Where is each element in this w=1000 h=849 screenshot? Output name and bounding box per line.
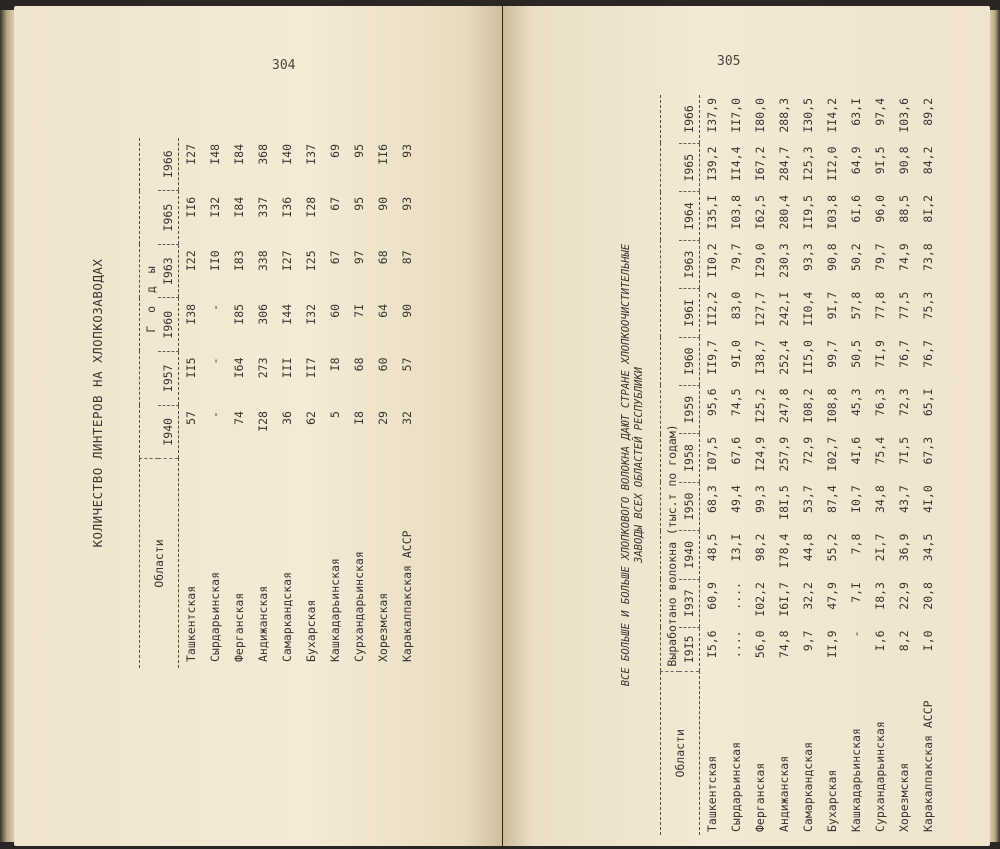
value-cell: 73,8 <box>921 243 935 271</box>
value-cell: I38,7 <box>753 340 767 375</box>
value-cell: 90,8 <box>825 243 839 271</box>
value-cell: - <box>849 630 863 638</box>
value-cell: I84 <box>232 196 246 218</box>
region-name: Каракалпакская АССР <box>921 700 935 832</box>
value-cell: II5 <box>184 357 198 379</box>
value-cell: I25 <box>304 250 318 272</box>
value-cell: I30,5 <box>801 98 815 133</box>
value-cell: 76,3 <box>873 388 887 417</box>
value-cell: I48 <box>208 144 222 165</box>
value-cell: 74,9 <box>897 243 911 271</box>
table-row <box>275 138 299 668</box>
value-cell: 65,I <box>921 388 935 417</box>
year-header: I957 <box>158 351 179 405</box>
value-cell: .... <box>729 630 743 659</box>
value-cell: I25,2 <box>753 388 767 424</box>
value-cell: 4I,0 <box>921 485 935 513</box>
value-cell: 67 <box>328 196 342 211</box>
value-cell: I03,8 <box>729 194 743 230</box>
value-cell: I80,0 <box>753 98 767 133</box>
value-cell: I6I,7 <box>777 582 791 617</box>
value-cell: 247,8 <box>777 388 791 424</box>
value-cell: II4,4 <box>729 146 743 182</box>
value-cell: 72,9 <box>801 436 815 465</box>
value-cell: I36 <box>280 196 294 218</box>
table-title-line1: ВСЕ БОЛЬШЕ И БОЛЬШЕ ХЛОПКОВОГО ВОЛОКНА ДАЮТ СТРАНЕ ХЛОПКООЧИСТИТЕЛЬНЫЕ <box>620 243 632 687</box>
value-cell: 6I,6 <box>849 194 863 223</box>
value-cell: 284,7 <box>777 146 791 182</box>
value-cell: 62 <box>304 411 318 425</box>
value-cell: 63,I <box>849 98 863 126</box>
value-cell: 75,3 <box>921 291 935 320</box>
year-header: I964 <box>679 192 700 240</box>
table-row <box>820 95 844 835</box>
value-cell: 67 <box>328 250 342 265</box>
year-header: I940 <box>679 531 700 579</box>
value-cell: 9I,5 <box>873 146 887 175</box>
value-cell: 53,7 <box>801 485 815 513</box>
value-cell: 45,3 <box>849 388 863 417</box>
year-header: I9I5 <box>679 627 700 671</box>
value-cell: 32 <box>400 411 414 425</box>
value-cell: I32 <box>208 196 222 218</box>
table-row <box>916 95 940 835</box>
value-cell: 280,4 <box>777 194 791 230</box>
value-cell: I3,I <box>729 533 743 562</box>
table-row <box>179 138 204 668</box>
table-row <box>347 138 371 668</box>
value-cell: I8 <box>352 411 366 425</box>
value-cell: I02,7 <box>825 436 839 472</box>
region-name: Кашкадарьинская <box>849 728 863 832</box>
value-cell: 98,2 <box>753 533 767 562</box>
region-name: Самаркандская <box>801 741 815 832</box>
value-cell: I03,8 <box>825 194 839 230</box>
value-cell: - <box>208 357 222 365</box>
value-cell: I,0 <box>921 630 935 652</box>
value-cell: I37 <box>304 144 318 165</box>
region-name: Каракалпакская АССР <box>400 530 414 662</box>
table-row <box>892 95 916 835</box>
region-name: Бухарская <box>825 769 839 832</box>
value-cell: I22 <box>184 250 198 272</box>
region-name: Сырдарьинская <box>208 571 222 662</box>
page-number: 305 <box>717 54 741 69</box>
value-cell: I07,5 <box>705 436 719 472</box>
table-row <box>227 138 251 668</box>
value-cell: 60 <box>328 303 342 318</box>
value-cell: I40 <box>280 144 294 165</box>
value-cell: 76,7 <box>921 340 935 368</box>
value-cell: I8 <box>328 357 342 372</box>
value-cell: I35,I <box>705 194 719 230</box>
value-cell: I24,9 <box>753 436 767 472</box>
value-cell: I62,5 <box>753 194 767 230</box>
table-row <box>251 138 275 668</box>
value-cell: I0,7 <box>849 485 863 513</box>
value-cell: I27,7 <box>753 291 767 327</box>
region-name: Ташкентская <box>705 755 719 832</box>
value-cell: I27 <box>280 250 294 272</box>
value-cell: 7I <box>352 303 366 318</box>
table-row <box>724 95 748 835</box>
value-cell: I27 <box>184 144 198 165</box>
table-row <box>748 95 772 835</box>
value-cell: 57,8 <box>849 291 863 320</box>
value-cell: I25,3 <box>801 146 815 182</box>
value-cell: 74 <box>232 411 246 425</box>
value-cell: 9I,0 <box>729 340 743 368</box>
value-cell: 83,0 <box>729 291 743 320</box>
value-cell: I37,9 <box>705 98 719 133</box>
value-cell: 74,8 <box>777 630 791 659</box>
table-row <box>371 138 395 668</box>
value-cell: 4I,6 <box>849 436 863 465</box>
value-cell: I03,6 <box>897 98 911 133</box>
value-cell: II,9 <box>825 630 839 659</box>
value-cell: II5,0 <box>801 340 815 375</box>
region-name: Сырдарьинская <box>729 741 743 832</box>
value-cell: 56,0 <box>753 630 767 659</box>
year-header: I958 <box>679 434 700 482</box>
region-name: Хорезмская <box>897 762 911 832</box>
table-row <box>203 138 227 668</box>
value-cell: I28 <box>256 411 270 432</box>
value-cell: 90 <box>376 196 390 211</box>
col-group-header: Г о д ы <box>140 138 159 459</box>
value-cell: I29,0 <box>753 243 767 278</box>
region-name: Андижанская <box>777 755 791 832</box>
value-cell: 242,I <box>777 291 791 327</box>
value-cell: II4,2 <box>825 98 839 133</box>
fiber-table-block <box>620 95 1000 835</box>
value-cell: I84 <box>232 144 246 165</box>
year-header: I960 <box>679 337 700 385</box>
value-cell: 9,7 <box>801 630 815 652</box>
value-cell: 36,9 <box>897 533 911 562</box>
value-cell: II9,5 <box>801 194 815 230</box>
table-row <box>395 138 419 668</box>
value-cell: 64 <box>376 303 390 318</box>
value-cell: 60 <box>376 357 390 372</box>
value-cell: 47,9 <box>825 582 839 610</box>
value-cell: 77,8 <box>873 291 887 320</box>
value-cell: 50,5 <box>849 340 863 368</box>
fiber-table <box>660 95 940 835</box>
value-cell: 67,3 <box>921 436 935 465</box>
value-cell: I85 <box>232 303 246 325</box>
value-cell: 44,8 <box>801 533 815 562</box>
year-header: I937 <box>679 579 700 627</box>
value-cell: 57 <box>400 357 414 372</box>
value-cell: 68 <box>352 357 366 372</box>
value-cell: 90,8 <box>897 146 911 175</box>
col-header-region: Области <box>661 671 700 835</box>
value-cell: 95,6 <box>705 388 719 417</box>
value-cell: 68 <box>376 250 390 265</box>
value-cell: 74,5 <box>729 388 743 417</box>
value-cell: 79,7 <box>729 243 743 271</box>
table-row <box>323 138 347 668</box>
table-title: КОЛИЧЕСТВО ЛИНТЕРОВ НА ХЛОПКОЗАВОДАХ <box>90 258 105 548</box>
book-edge-left <box>0 10 14 842</box>
value-cell: II7 <box>304 357 318 379</box>
value-cell: 20,8 <box>921 582 935 610</box>
value-cell: 87,4 <box>825 485 839 513</box>
year-header: I96I <box>679 289 700 337</box>
year-header: I960 <box>158 298 179 352</box>
value-cell: I83 <box>232 250 246 272</box>
year-header: I965 <box>679 144 700 192</box>
col-group-header: Выработано волокна (тыс.т по годам) <box>661 95 680 671</box>
table-row <box>796 95 820 835</box>
value-cell: I44 <box>280 303 294 325</box>
value-cell: 32,2 <box>801 582 815 610</box>
value-cell: II9,7 <box>705 340 719 375</box>
value-cell: II0 <box>208 250 222 272</box>
region-name: Бухарская <box>304 599 318 662</box>
value-cell: 99,3 <box>753 485 767 513</box>
value-cell: 95 <box>352 196 366 211</box>
value-cell: 57 <box>184 411 198 425</box>
value-cell: 79,7 <box>873 243 887 271</box>
col-header-region: Области <box>140 459 179 668</box>
value-cell: 22,9 <box>897 582 911 610</box>
value-cell: 64,9 <box>849 146 863 175</box>
value-cell: 93 <box>400 144 414 158</box>
value-cell: 68,3 <box>705 485 719 513</box>
value-cell: 97,4 <box>873 98 887 126</box>
region-name: Ферганская <box>232 592 246 662</box>
value-cell: I28 <box>304 196 318 218</box>
table-row <box>299 138 323 668</box>
value-cell: I02,2 <box>753 582 767 617</box>
value-cell: 8,2 <box>897 630 911 652</box>
value-cell: 60,9 <box>705 582 719 610</box>
value-cell: 368 <box>256 144 270 165</box>
region-name: Самаркандская <box>280 571 294 662</box>
value-cell: 95 <box>352 144 366 158</box>
value-cell: 88,5 <box>897 194 911 223</box>
value-cell: II6 <box>184 196 198 218</box>
value-cell: 29 <box>376 411 390 425</box>
value-cell: II2,0 <box>825 146 839 182</box>
value-cell: 97 <box>352 250 366 265</box>
year-header: I966 <box>158 138 179 191</box>
value-cell: I78,4 <box>777 533 791 569</box>
value-cell: 93,3 <box>801 243 815 271</box>
value-cell: 34,5 <box>921 533 935 562</box>
value-cell: II0,4 <box>801 291 815 327</box>
table-row <box>844 95 868 835</box>
value-cell: I32 <box>304 303 318 325</box>
value-cell: 89,2 <box>921 98 935 126</box>
value-cell: 9I,7 <box>825 291 839 320</box>
value-cell: 252,4 <box>777 340 791 375</box>
value-cell: 5 <box>328 411 342 418</box>
value-cell: .... <box>729 582 743 610</box>
year-header: I950 <box>679 482 700 530</box>
value-cell: I8I,5 <box>777 485 791 520</box>
linters-table-block <box>90 138 420 668</box>
value-cell: 338 <box>256 250 270 272</box>
value-cell: I8,3 <box>873 582 887 610</box>
value-cell: 7I,9 <box>873 340 887 368</box>
value-cell: I67,2 <box>753 146 767 182</box>
value-cell: 67,6 <box>729 436 743 465</box>
value-cell: 2I,7 <box>873 533 887 562</box>
region-name: Андижанская <box>256 585 270 662</box>
value-cell: 7,8 <box>849 533 863 555</box>
value-cell: 96,0 <box>873 194 887 223</box>
table-title-line2: ЗАВОДЫ ВСЕХ ОБЛАСТЕЙ РЕСПУБЛИКИ <box>633 367 645 563</box>
year-header: I940 <box>158 405 179 459</box>
value-cell: 75,4 <box>873 436 887 465</box>
value-cell: 84,2 <box>921 146 935 175</box>
region-name: Ташкентская <box>184 585 198 662</box>
table-row <box>700 95 725 835</box>
year-header: I965 <box>158 191 179 245</box>
region-name: Сурхандарьинская <box>873 721 887 832</box>
value-cell: 49,4 <box>729 485 743 513</box>
value-cell: I08,8 <box>825 388 839 424</box>
value-cell: II2,2 <box>705 291 719 327</box>
table-row <box>772 95 796 835</box>
value-cell: 43,7 <box>897 485 911 513</box>
value-cell: 55,2 <box>825 533 839 562</box>
value-cell: 87 <box>400 250 414 265</box>
value-cell: 48,5 <box>705 533 719 562</box>
region-name: Сурхандарьинская <box>352 551 366 662</box>
value-cell: - <box>208 303 222 311</box>
value-cell: 77,5 <box>897 291 911 320</box>
value-cell: 230,3 <box>777 243 791 278</box>
page-number: 304 <box>272 58 296 73</box>
value-cell: III <box>280 357 294 379</box>
region-name: Кашкадарьинская <box>328 558 342 662</box>
value-cell: 69 <box>328 144 342 158</box>
value-cell: I08,2 <box>801 388 815 424</box>
value-cell: 7I,5 <box>897 436 911 465</box>
year-header: I959 <box>679 385 700 433</box>
value-cell: I39,2 <box>705 146 719 182</box>
value-cell: - <box>208 411 222 418</box>
value-cell: 7,I <box>849 582 863 603</box>
value-cell: 50,2 <box>849 243 863 271</box>
value-cell: II6 <box>376 144 390 165</box>
value-cell: I38 <box>184 303 198 325</box>
region-name: Хорезмская <box>376 592 390 662</box>
value-cell: 273 <box>256 357 270 379</box>
value-cell: 288,3 <box>777 98 791 133</box>
value-cell: 72,3 <box>897 388 911 417</box>
year-header: I963 <box>158 244 179 298</box>
value-cell: 8I,2 <box>921 194 935 223</box>
value-cell: 90 <box>400 303 414 318</box>
region-name: Ферганская <box>753 762 767 832</box>
value-cell: II7,0 <box>729 98 743 133</box>
value-cell: 306 <box>256 303 270 325</box>
value-cell: I64 <box>232 357 246 379</box>
value-cell: 36 <box>280 411 294 425</box>
value-cell: I5,6 <box>705 630 719 659</box>
value-cell: II0,2 <box>705 243 719 278</box>
value-cell: 76,7 <box>897 340 911 368</box>
table-row <box>868 95 892 835</box>
value-cell: 337 <box>256 196 270 218</box>
value-cell: 93 <box>400 196 414 211</box>
value-cell: I,6 <box>873 630 887 652</box>
year-header: I966 <box>679 95 700 144</box>
year-header: I963 <box>679 240 700 288</box>
value-cell: 34,8 <box>873 485 887 513</box>
linters-table <box>139 138 419 668</box>
value-cell: 257,9 <box>777 436 791 472</box>
value-cell: 99,7 <box>825 340 839 368</box>
